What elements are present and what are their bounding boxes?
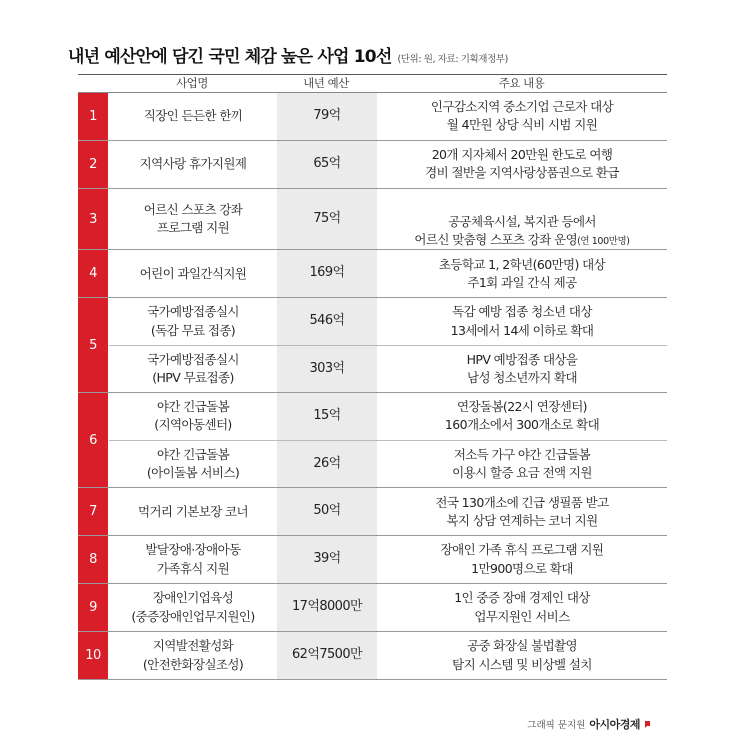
- group-rows: [109, 536, 667, 583]
- group-rows: [109, 250, 667, 297]
- title-row: [68, 42, 688, 72]
- table-group: [78, 632, 667, 680]
- program-desc: 저소득 가구 야간 긴급돌봄 이용시 할증 요금 전액 지원: [452, 446, 592, 480]
- group-number: 7: [78, 488, 109, 535]
- group-rows: [109, 298, 667, 392]
- program-desc: 공중 화장실 불법촬영 탐지 시스템 및 비상벨 설치: [452, 638, 592, 672]
- group-number: 8: [78, 536, 109, 583]
- group-rows: [109, 393, 667, 487]
- header-number-spacer: [78, 74, 108, 91]
- program-desc: 인구감소지역 중소기업 근로자 대상 월 4만원 상당 식비 시범 지원: [430, 99, 614, 133]
- group-number: 5: [78, 298, 109, 392]
- program-desc: 장애인 가족 휴식 프로그램 지원 1만900명으로 확대: [440, 542, 604, 576]
- group-number: 1: [78, 93, 109, 140]
- table-group: [78, 141, 667, 189]
- credit-text: 그래픽 문지원: [527, 720, 586, 731]
- brand-name: 아시아경제: [589, 718, 640, 731]
- program-budget: 26억: [277, 441, 377, 487]
- program-desc: 1인 중증 장애 경제인 대상 업무지원인 서비스: [454, 590, 590, 624]
- group-number: 2: [78, 141, 109, 188]
- program-budget: 17억8000만: [277, 584, 377, 631]
- program-desc: 초등학교 1, 2학년(60만명) 대상 주1회 과일 간식 제공: [438, 256, 606, 290]
- program-desc: 전국 130개소에 긴급 생필품 받고 복지 상담 연계하는 코너 지원: [435, 494, 609, 528]
- program-desc: 독감 예방 접종 청소년 대상 13세에서 14세 이하로 확대: [450, 304, 594, 338]
- group-number: 3: [78, 189, 109, 249]
- program-desc: 20개 지자체서 20만원 한도로 여행 경비 절반을 지역사랑상품권으로 환급: [425, 147, 619, 181]
- table-row: [109, 536, 667, 583]
- group-number: 4: [78, 250, 109, 297]
- table-group: [78, 488, 667, 536]
- table-group: [78, 189, 667, 250]
- credit-line: [527, 716, 651, 732]
- header-budget: 내년 예산: [303, 75, 349, 90]
- program-name: 어르신 스포츠 강좌 프로그램 지원: [143, 202, 243, 236]
- program-budget: 303억: [277, 346, 377, 392]
- table-row: [109, 189, 667, 249]
- program-name: 국가예방접종실시 (독감 무료 접종): [147, 304, 239, 338]
- table-row: [109, 393, 667, 439]
- group-number: 10: [78, 632, 109, 679]
- program-budget: 65억: [277, 141, 377, 188]
- program-desc: [377, 189, 667, 249]
- program-name: 발달장애·장애아동 가족휴식 지원: [145, 542, 241, 576]
- table-row: [109, 298, 667, 344]
- group-rows: [109, 584, 667, 631]
- program-name: 장애인기업육성 (중증장애인업무지원인): [131, 590, 255, 624]
- program-desc-text: 공공체육시설, 복지관 등에서 어르신 맞춤형 스포츠 강좌 운영: [414, 214, 596, 248]
- program-budget: 15억: [277, 393, 377, 439]
- program-budget: 50억: [277, 488, 377, 535]
- program-name: 국가예방접종실시 (HPV 무료접종): [147, 351, 239, 385]
- group-rows: [109, 93, 667, 140]
- table-group: [78, 93, 667, 141]
- group-rows: [109, 141, 667, 188]
- group-rows: [109, 632, 667, 679]
- header-name: 사업명: [176, 75, 208, 90]
- table-group: [78, 536, 667, 584]
- page-title: 내년 예산안에 담긴 국민 체감 높은 사업 10선: [68, 47, 392, 67]
- group-number: 6: [78, 393, 109, 487]
- program-budget: 79억: [277, 93, 377, 140]
- program-name: 야간 긴급돌봄 (지역아동센터): [154, 399, 232, 433]
- program-name: 직장인 든든한 한끼: [143, 108, 243, 124]
- table-row: [109, 345, 667, 392]
- table-row: [109, 141, 667, 188]
- program-desc: HPV 예방접종 대상을 남성 청소년까지 확대: [466, 351, 578, 385]
- program-budget: 169억: [277, 250, 377, 297]
- program-budget: 75억: [277, 189, 377, 249]
- table-group: [78, 584, 667, 632]
- program-budget: 39억: [277, 536, 377, 583]
- program-name: 어린이 과일간식지원: [139, 265, 247, 281]
- program-name: 지역사랑 휴가지원제: [139, 156, 247, 172]
- table-row: [109, 584, 667, 631]
- program-budget: 546억: [277, 298, 377, 344]
- group-rows: [109, 189, 667, 249]
- table-row: [109, 250, 667, 297]
- table-row: [109, 440, 667, 487]
- group-rows: [109, 488, 667, 535]
- program-name: 먹거리 기본보장 코너: [137, 503, 249, 519]
- program-name: 야간 긴급돌봄 (아이돌봄 서비스): [146, 446, 240, 480]
- program-name: 지역발전활성화 (안전한화장실조성): [142, 638, 244, 672]
- table-header: [78, 74, 667, 91]
- program-table: [78, 92, 667, 680]
- table-row: [109, 93, 667, 140]
- brand-mark-icon: [644, 720, 651, 729]
- program-desc: 연장돌봄(22시 연장센터) 160개소에서 300개소로 확대: [444, 399, 600, 433]
- table-group: [78, 298, 667, 393]
- page-subtitle: (단위: 원, 자료: 기획재정부): [397, 54, 508, 65]
- table-row: [109, 488, 667, 535]
- group-number: 9: [78, 584, 109, 631]
- table-group: [78, 250, 667, 298]
- program-budget: 62억7500만: [277, 632, 377, 679]
- header-desc: 주요 내용: [498, 75, 545, 90]
- program-desc-note: (연 100만명): [577, 236, 630, 248]
- table-group: [78, 393, 667, 488]
- table-row: [109, 632, 667, 679]
